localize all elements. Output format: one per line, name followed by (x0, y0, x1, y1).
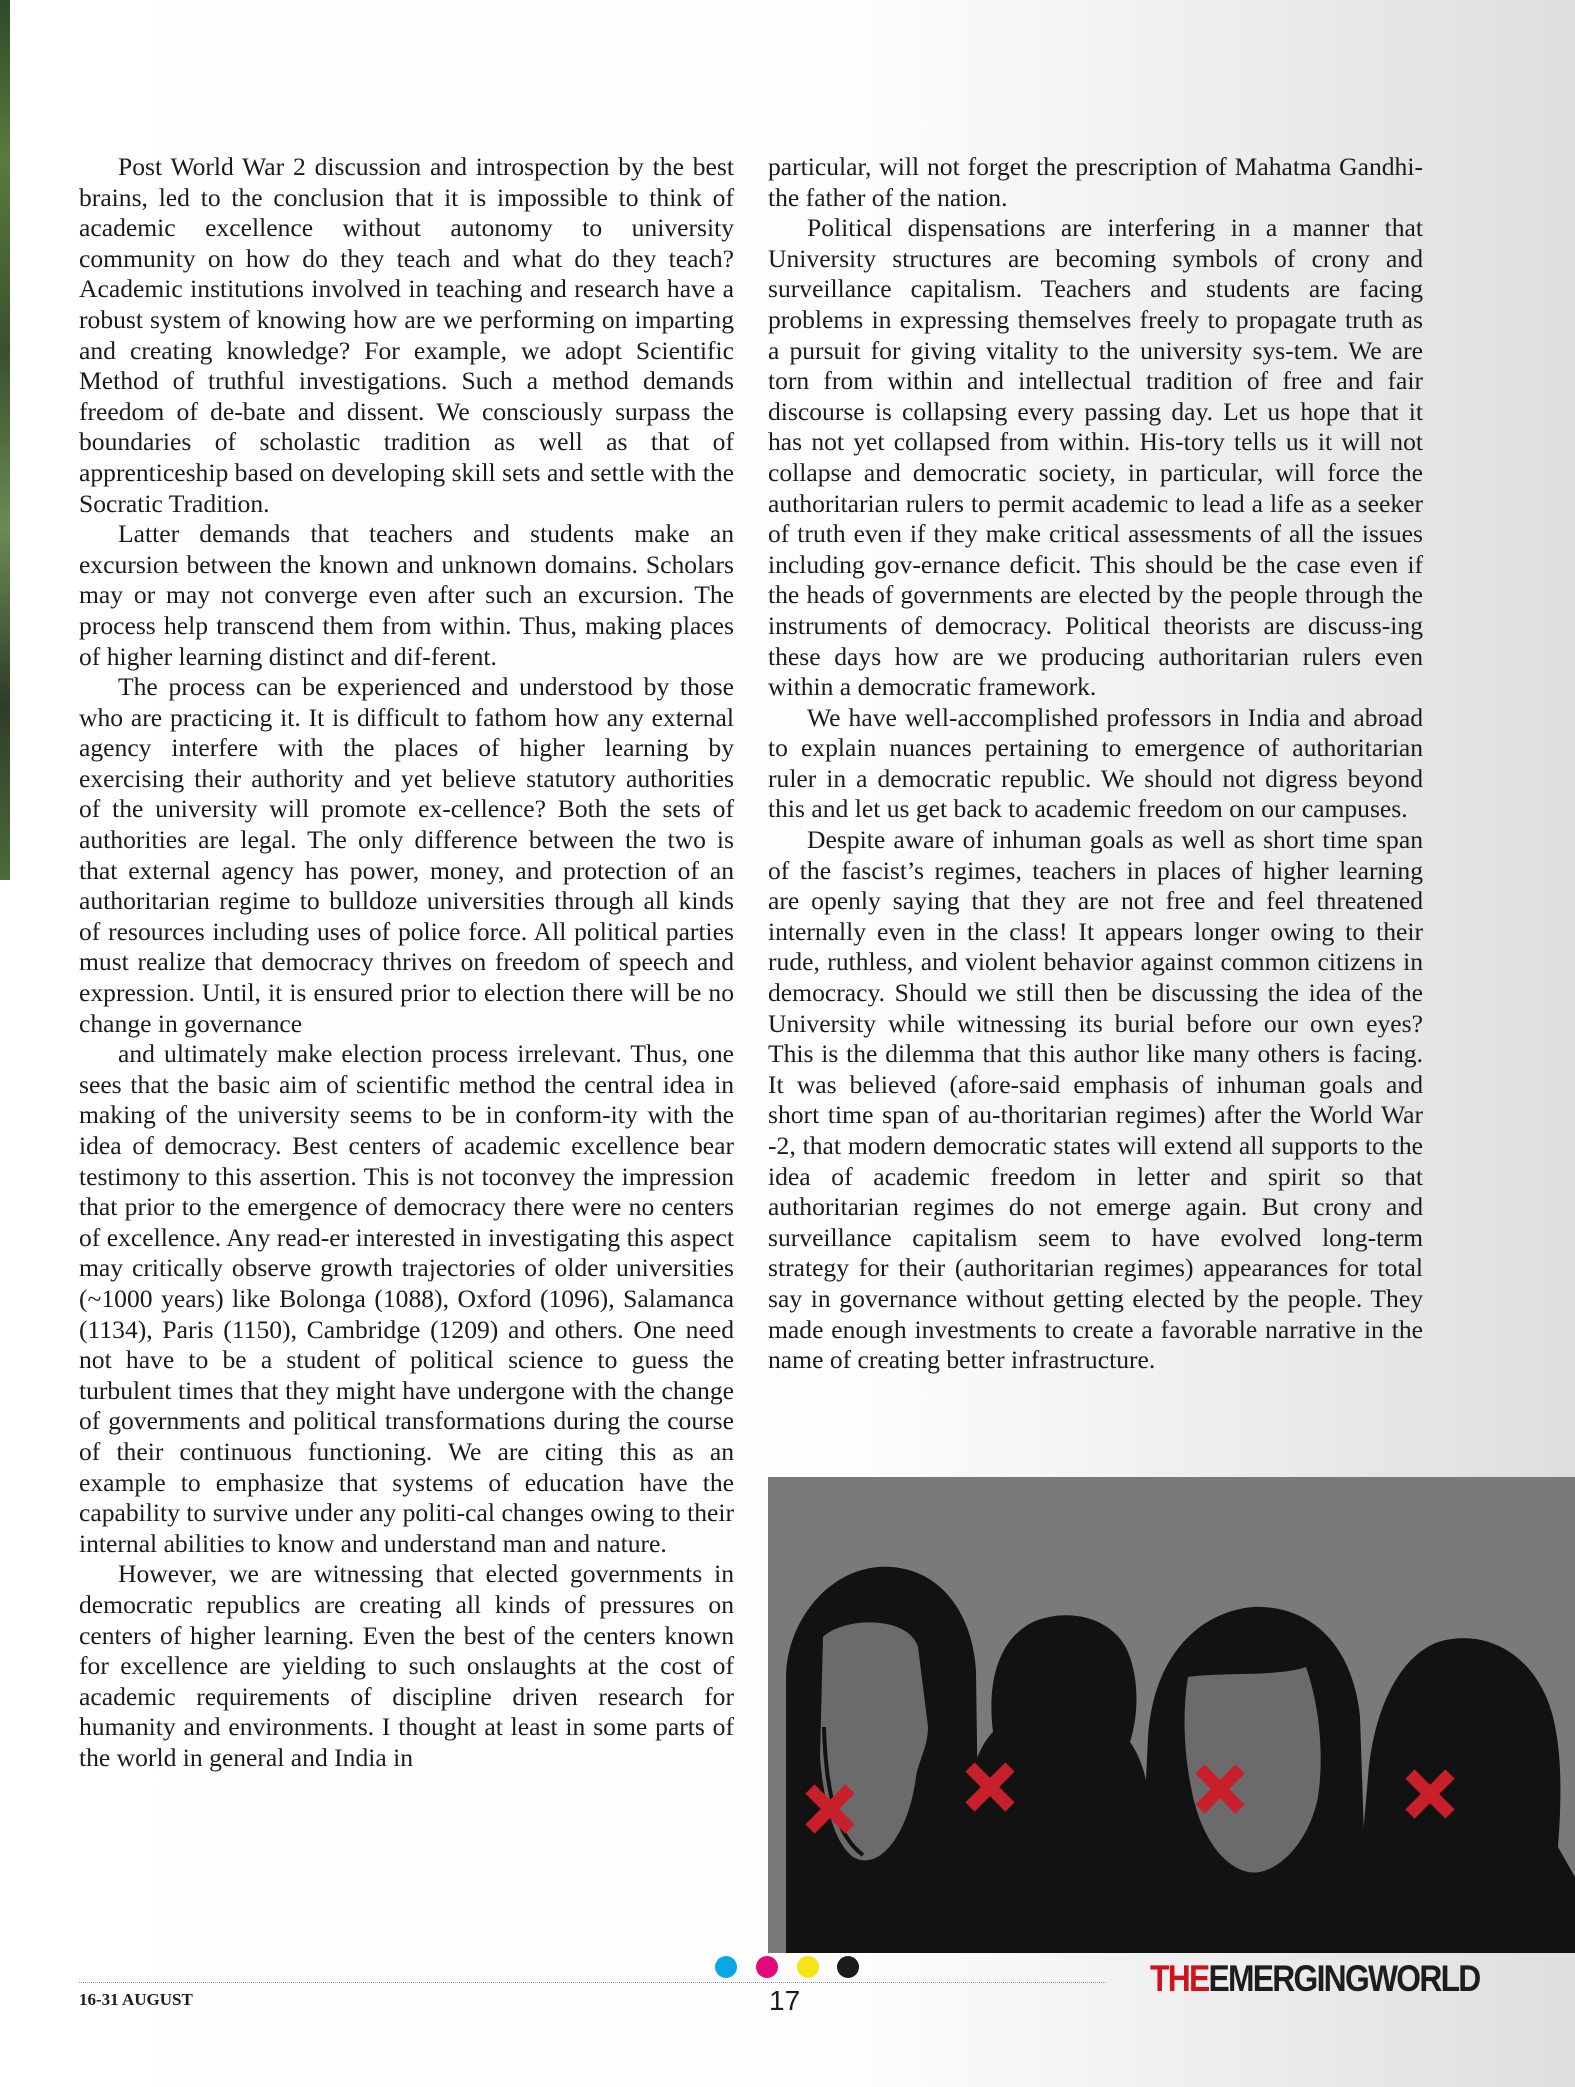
registration-dot-cyan (715, 1956, 737, 1978)
registration-dot-black (837, 1956, 859, 1978)
page-number: 17 (769, 1985, 801, 2016)
page-edge-photo-strip (0, 0, 10, 880)
article-paragraph: particular, will not forget the prescription of Mahatma Gandhi-the father of the nation. (768, 152, 1423, 212)
article-paragraph: Despite aware of inhuman goals as well as short time span of the fascist’s regimes, teachers in places of higher learning are openly saying that they are not free and feel threatened internally even in the class! It appears longer owing to their rude, ruthless, and violent behavior against common citizens in democracy. Should we still then be discussing the idea of the University while witnessing its burial before our own eyes? This is the dilemma that this author like many others is facing. It was believed (afore-said emphasis of inhuman goals and short time span of au-thoritarian regimes) after the World War -2, that modern democratic states will extend all supports to the idea of academic freedom in letter and spirit so that authoritarian regimes do not emerge again. But crony and surveillance capitalism seem to have evolved long-term strategy for their (authoritarian regimes) appearances for total say in governance without getting elected by the people. They made enough investments to create a favorable narrative in the name of creating better infrastructure. (768, 825, 1423, 1375)
article-paragraph: We have well-accomplished professors in India and abroad to explain nuances pertaining to emergence of authoritarian ruler in a democratic republic. We should not digress beyond this and let us get back to academic freedom on our campuses. (768, 702, 1423, 824)
publication-logo (1150, 1958, 1480, 2000)
publication-logo-name: EMERGINGWORLD (1208, 1958, 1480, 1999)
publication-logo-the: THE (1150, 1958, 1209, 1999)
article-paragraph: Political dispensations are interfering in a manner that University structures are becoming symbols of crony and surveillance capitalism. Teachers and students are facing problems in expressing themselves freely to propagate truth as a pursuit for giving vitality to the university sys-tem. We are torn from within and intellectual tradition of free and fair discourse is collapsing every passing day. Let us hope that it has not yet collapsed from within. His-tory tells us it will not collapse and democratic society, in particular, will force the authoritarian rulers to permit academic to lead a life as a seeker of truth even if they make critical assessments of all the issues including gov-ernance deficit. This should be the case even if the heads of governments are elected by the people through the instruments of democracy. Political theorists are discuss-ing these days how are we producing authoritarian rulers even within a democratic framework. (768, 213, 1423, 702)
silhouettes-graphic (768, 1477, 1575, 1953)
registration-dot-magenta (756, 1956, 778, 1978)
silhouette-woman-headset (786, 1567, 980, 1953)
article-paragraph: Latter demands that teachers and students make an excursion between the known and unknown domains. Scholars may or may not converge even after such an excursion. The process help transcend them from within. Thus, making places of higher learning distinct and dif-ferent. (79, 519, 734, 671)
article-left-column (79, 152, 734, 1773)
silhouette-woman-bob-hair (1138, 1607, 1368, 1953)
footer-divider (79, 1982, 1106, 1983)
issue-date: 16-31 AUGUST (79, 1990, 193, 2009)
article-paragraph: Post World War 2 discussion and introspection by the best brains, led to the conclusion that it is impossible to think of academic excellence without autonomy to university community on how do they teach and what do they teach? Academic institutions involved in teaching and research have a robust system of knowing how are we performing on imparting and creating knowledge? For example, we adopt Scientific Method of truthful investigations. Such a method demands freedom of de-bate and dissent. We consciously surpass the boundaries of scholastic tradition as well as that of apprenticeship based on developing skill sets and settle with the Socratic Tradition. (79, 152, 734, 518)
article-paragraph: and ultimately make election process irrelevant. Thus, one sees that the basic aim of scientific method the central idea in making of the university seems to be in conform-ity with the idea of democracy. Best centers of academic excellence bear testimony to this assertion. This is not toconvey the impression that prior to the emergence of democracy there were no centers of excellence. Any read-er interested in investigating this aspect may critically observe growth trajectories of older universities (~1000 years) like Bolonga (1088), Oxford (1096), Salamanca (1134), Paris (1150), Cambridge (1209) and others. One need not have to be a student of political science to guess the turbulent times that they might have undergone with the change of governments and political transformations during the course of their continuous functioning. We are citing this as an example to emphasize that systems of education have the capability to survive under any politi-cal changes owing to their internal abilities to know and understand man and nature. (79, 1039, 734, 1558)
article-right-column (768, 152, 1423, 1376)
article-paragraph: However, we are witnessing that elected governments in democratic republics are creating all kinds of pressures on centers of higher learning. Even the best of the centers known for excellence are yielding to such onslaughts at the cost of academic requirements of discipline driven research for humanity and environments. I thought at least in some parts of the world in general and India in (79, 1559, 734, 1772)
silenced-people-illustration (768, 1477, 1575, 1953)
article-paragraph: The process can be experienced and understood by those who are practicing it. It is difficult to fathom how any external agency interfere with the places of higher learning by exercising their authority and yet believe statutory authorities of the university will promote ex-cellence? Both the sets of authorities are legal. The only difference between the two is that external agency has power, money, and protection of an authoritarian regime to bulldoze universities through all kinds of resources including uses of police force. All political parties must realize that democracy thrives on freedom of speech and expression. Until, it is ensured prior to election there will be no change in governance (79, 672, 734, 1038)
registration-dot-yellow (797, 1956, 819, 1978)
